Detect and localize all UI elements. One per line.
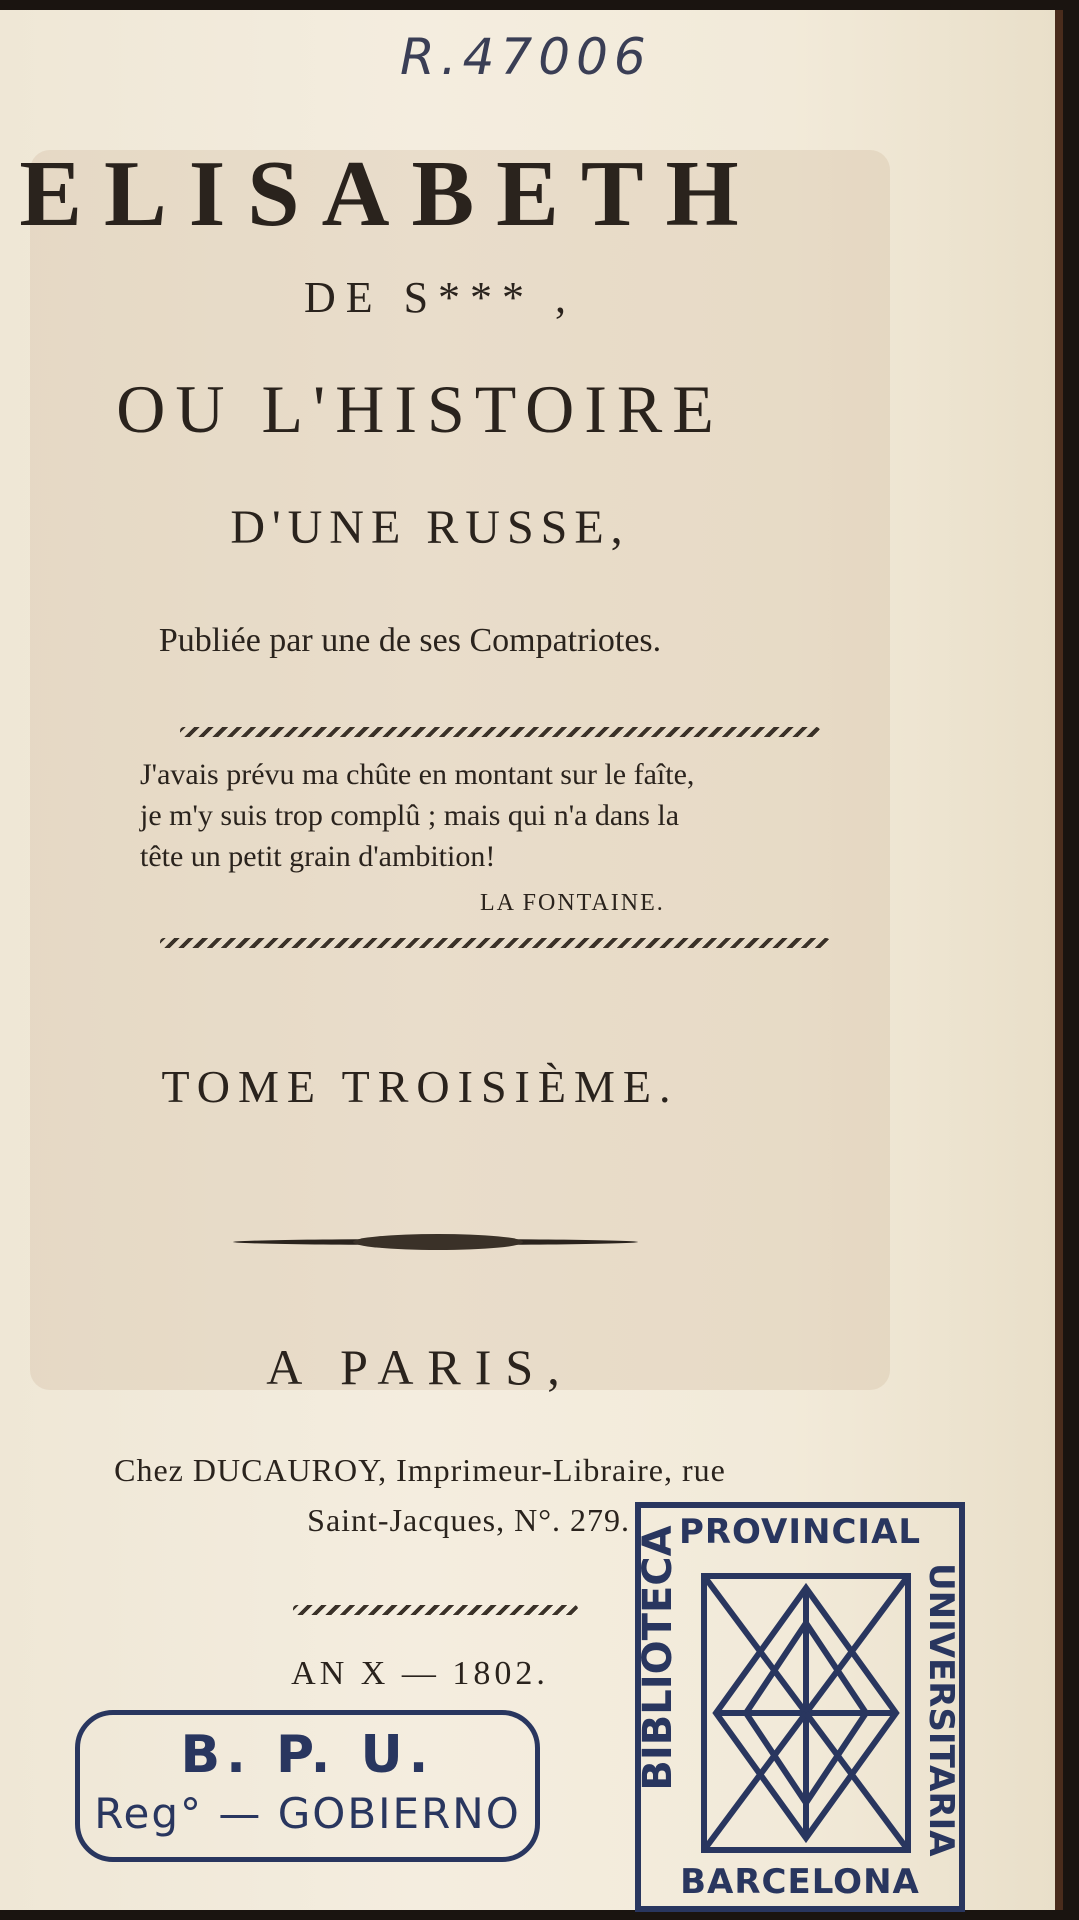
bpu-stamp: [75, 1710, 540, 1862]
bpu-stamp-line-2: Reg° — GOBIERNO: [94, 1789, 521, 1838]
title-line-2: DE S*** ,: [303, 273, 577, 322]
imprint-date: AN X — 1802.: [291, 1655, 549, 1692]
bpu-stamp-line-1: B. P. U.: [180, 1725, 435, 1785]
epigraph-line-2: je m'y suis trop complû ; mais qui n'a dans la: [140, 799, 680, 832]
title-line-1: ELISABETH: [19, 142, 761, 246]
library-stamp-top: PROVINCIAL: [678, 1512, 922, 1552]
library-stamp-bottom: BARCELONA: [680, 1862, 920, 1902]
publisher-line-2-text: Saint-Jacques, N°. 279.: [307, 1502, 630, 1538]
imprint-city: A PARIS,: [266, 1339, 574, 1395]
epigraph-author: LA FONTAINE.: [480, 890, 665, 916]
printer-ornament-rule: [233, 1239, 638, 1245]
epigraph-line-1: J'avais prévu ma chûte en montant sur le faîte,: [140, 758, 695, 791]
subtitle: Publiée par une de ses Compatriotes.: [158, 622, 662, 659]
epigraph-line-3: tête un petit grain d'ambition!: [140, 840, 496, 873]
handwritten-shelfmark: R.47006: [400, 28, 652, 86]
title-line-4: D'UNE RUSSE,: [230, 501, 630, 554]
library-stamp-right: UNIVERSITARIA: [921, 1563, 961, 1857]
ornamental-rule-bottom: [160, 938, 830, 948]
ornamental-rule-small: [293, 1605, 578, 1615]
coat-of-arms-icon: [696, 1568, 916, 1858]
library-stamp: [635, 1502, 965, 1912]
book-page: [0, 10, 1063, 1910]
library-stamp-left: BIBLIOTECA: [635, 1525, 681, 1791]
title-line-3: OU L'HISTOIRE: [116, 371, 724, 447]
publisher-line-1: Chez DUCAUROY, Imprimeur-Libraire, rue: [114, 1452, 726, 1488]
ornamental-rule-top: [180, 727, 820, 737]
volume-label: TOME TROISIÈME.: [161, 1061, 679, 1112]
